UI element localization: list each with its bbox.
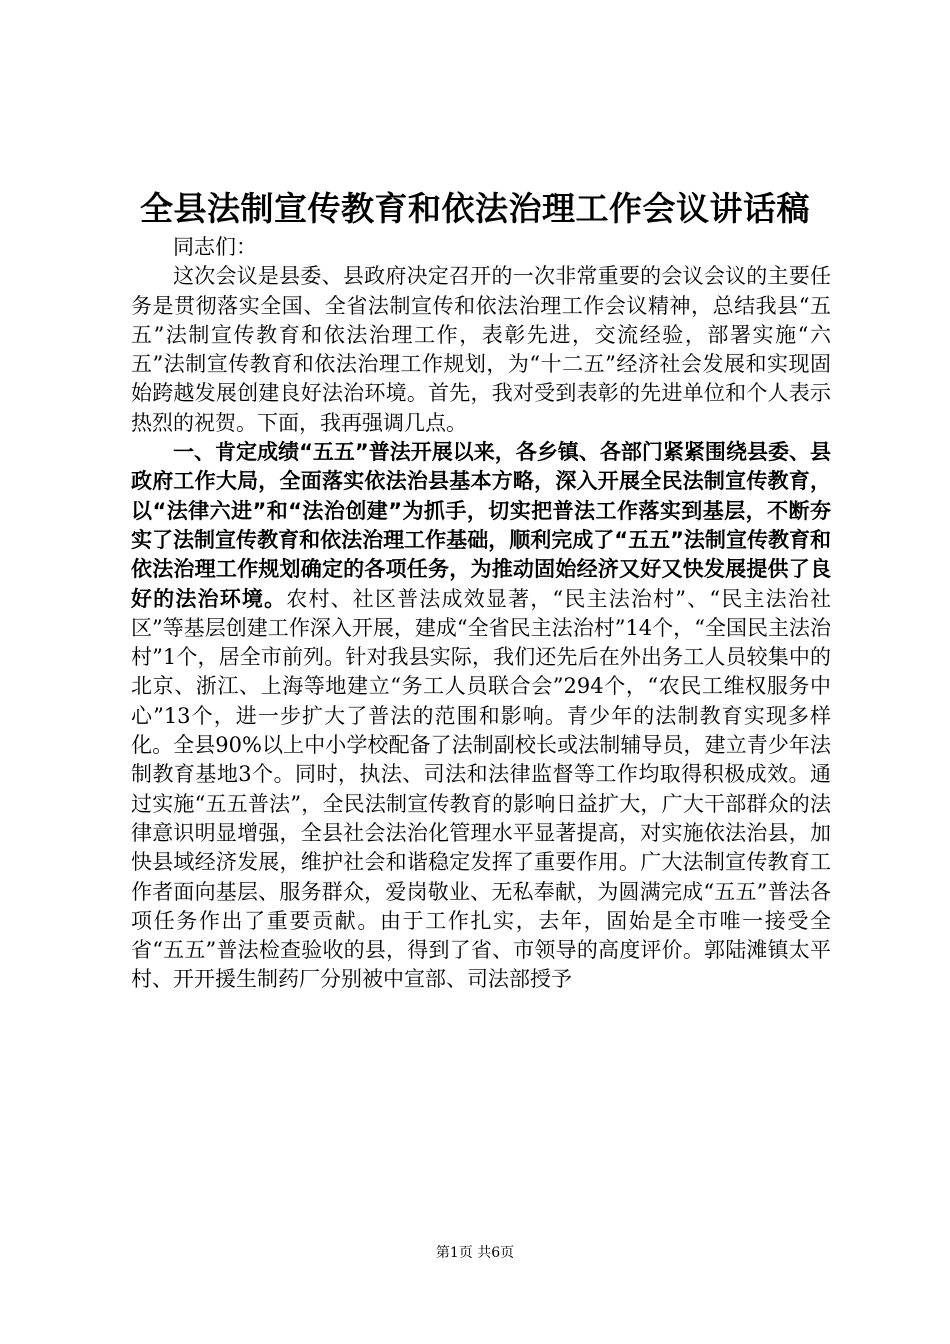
document-body <box>131 233 831 995</box>
paragraph-achievements <box>131 438 831 995</box>
paragraph-achievements-text: 农村、社区普法成效显著，“民主法治村”、“民主法治社区”等基层创建工作深入开展，建成“全省民主法治村”14个，“全国民主法治村”1个，居全市前列。针对我县实际，我们还先后在外出务工人员较集中的北京、浙江、上海等地建立“务工人员联合会”294个，“农民工维权服务中心”13个，进一步扩大了普法的范围和影响。青少年的法制教育实现多样化。全县90%以上中小学校配备了法制副校长或法制辅导员，建立青少年法制教育基地3个。同时，执法、司法和法律监督等工作均取得积极成效。通过实施“五五普法”，全民法制宣传教育的影响日益扩大，广大干部群众的法律意识明显增强，全县社会法治化管理水平显著提高，对实施依法治县，加快县域经济发展，维护社会和谐稳定发挥了重要作用。广大法制宣传教育工作者面向基层、服务群众，爱岗敬业、无私奉献，为圆满完成“五五”普法各项任务作出了重要贡献。由于工作扎实，去年，固始是全市唯一接受全省“五五”普法检查验收的县，得到了省、市领导的高度评价。郭陆滩镇太平村、开开援生制药厂分别被中宣部、司法部授予 <box>131 586 831 992</box>
page-number-footer: 第1页 共6页 <box>435 1245 515 1261</box>
document-title: 全县法制宣传教育和依法治理工作会议讲话稿 <box>140 189 810 228</box>
section-heading-achievements: 一、肯定成绩“五五”普法开展以来，各乡镇、各部门紧紧围绕县委、县政府工作大局，全面落实依法治县基本方略，深入开展全民法制宣传教育，以“法律六进”和“法治创建”为抓手，切实把普法工作落实到基层，不断夯实了法制宣传教育和依法治理工作基础，顺利完成了“五五”法制宣传教育和依法治理工作规划确定的各项任务，为推动固始经济又好又快发展提供了良好的法治环境。 <box>131 440 831 611</box>
paragraph-intro: 这次会议是县委、县政府决定召开的一次非常重要的会议会议的主要任务是贯彻落实全国、全省法制宣传和依法治理工作会议精神，总结我县“五五”法制宣传教育和依法治理工作，表彰先进，交流经验，部署实施“六五”法制宣传教育和依法治理工作规划，为“十二五”经济社会发展和实现固始跨越发展创建良好法治环境。首先，我对受到表彰的先进单位和个人表示热烈的祝贺。下面，我再强调几点。 <box>131 264 831 435</box>
salutation: 同志们： <box>173 235 257 259</box>
